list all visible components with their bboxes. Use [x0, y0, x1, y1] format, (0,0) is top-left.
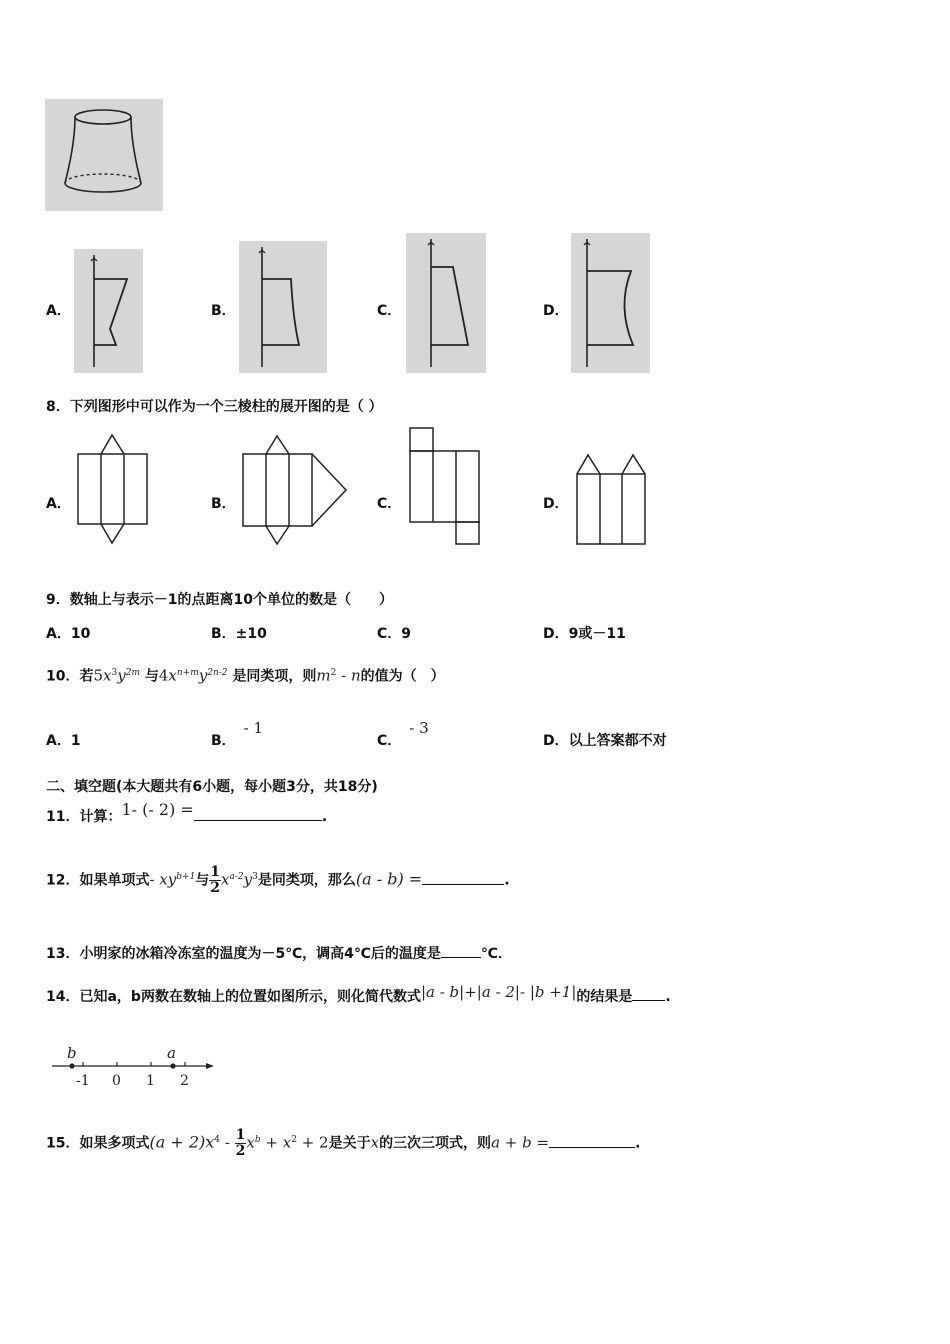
- q14-suffix: 的结果是: [576, 989, 633, 1005]
- q10-conj: 与: [144, 668, 159, 685]
- q10-option-a[interactable]: [46, 730, 81, 750]
- point-b: [69, 1063, 74, 1068]
- q9-stem: 9．数轴上与表示－1的点距离10个单位的数是（ ）: [46, 592, 393, 608]
- option-text: 9: [401, 626, 412, 642]
- numberline-tick-label: 2: [180, 1073, 189, 1089]
- fraction-denominator: 2: [210, 880, 221, 897]
- option-text: 10: [70, 626, 91, 642]
- q10-expr-m: m: [316, 666, 331, 685]
- section-heading: 二、填空题(本大题共有6小题，每小题3分，共18分): [46, 779, 378, 795]
- q14-prefix: 14．已知a，b两数在数轴上的位置如图所示，则化简代数式: [46, 989, 421, 1005]
- q15-part4: + 2: [296, 1133, 329, 1152]
- q7-option-a-letter[interactable]: A．: [46, 303, 71, 319]
- q12-expr: (a - b) =: [355, 869, 423, 889]
- option-text: 以上答案都不对: [568, 733, 667, 749]
- q9-option-c[interactable]: [377, 623, 411, 643]
- q10-term1-xexp: 3: [111, 668, 118, 678]
- q7-option-a-image[interactable]: [74, 249, 143, 373]
- q12-monomial1-exp: b+1: [176, 872, 196, 882]
- solid-figure-image: [45, 99, 163, 211]
- q12-monomial1: - xy: [149, 870, 177, 889]
- option-letter: A．: [46, 733, 71, 749]
- q7-option-b-letter[interactable]: B．: [211, 303, 236, 319]
- fraction-numerator: 1: [235, 1127, 246, 1144]
- option-letter: D．: [543, 733, 569, 749]
- q14-number-line: [48, 1040, 218, 1090]
- q10-term1-x: x: [103, 666, 112, 685]
- q15-part2: x: [246, 1133, 255, 1152]
- option-text: 9或－11: [568, 626, 626, 642]
- option-letter: A．: [46, 626, 71, 642]
- q15-part1: (a + 2)x: [149, 1132, 215, 1152]
- q8-option-d-letter[interactable]: D．: [543, 496, 569, 512]
- q8-option-b-net[interactable]: [239, 432, 351, 547]
- option-text: 1: [70, 733, 81, 749]
- q15-mid: 是关于: [328, 1135, 371, 1152]
- numberline-label-b: b: [67, 1044, 77, 1062]
- q12-suffix: .: [504, 872, 510, 889]
- option-text: - 3: [409, 719, 429, 737]
- q15-prefix: 15．如果多项式: [46, 1135, 150, 1152]
- q8-stem: 8．下列图形中可以作为一个三棱柱的展开图的是（ ）: [46, 399, 383, 415]
- option-text: - 1: [243, 719, 264, 737]
- q11-suffix: .: [321, 809, 328, 825]
- q8-option-a-letter[interactable]: A．: [46, 496, 71, 512]
- q11-expr: 1- (- 2) =: [121, 800, 194, 819]
- q15-minus: -: [220, 1133, 235, 1152]
- q10-term2-yexp: 2n-2: [207, 668, 228, 678]
- option-letter: B．: [211, 626, 236, 642]
- option-letter: D．: [543, 626, 569, 642]
- q11-prefix: 11．计算：: [46, 809, 122, 825]
- q11-answer-blank[interactable]: [194, 806, 322, 821]
- q12-m2-xexp: a-2: [229, 872, 244, 882]
- q9-option-d[interactable]: [543, 623, 626, 643]
- option-letter: B．: [211, 733, 236, 749]
- q11-stem: [46, 800, 328, 829]
- q15-part2-exp: b: [254, 1135, 261, 1145]
- q10-term1-y: y: [117, 666, 126, 685]
- q12-prefix: 12．如果单项式: [46, 872, 150, 889]
- q10-option-c[interactable]: [377, 719, 429, 750]
- q10-prefix: 10．若: [46, 668, 94, 685]
- q10-term2-coef: 4: [158, 666, 169, 685]
- q15-var: x: [370, 1133, 380, 1152]
- q7-option-c-image[interactable]: [406, 233, 486, 373]
- q10-stem: [46, 660, 445, 690]
- option-letter: C．: [377, 733, 402, 749]
- numberline-tick-label: -1: [76, 1073, 90, 1089]
- option-letter: C．: [377, 626, 402, 642]
- q13-stem: [46, 943, 512, 963]
- numberline-tick-label: 1: [146, 1073, 155, 1089]
- q10-expr-rest: - n: [336, 666, 361, 685]
- q9-option-b[interactable]: [211, 623, 267, 643]
- option-text: ±10: [235, 626, 267, 642]
- q15-answer-blank[interactable]: [549, 1133, 635, 1148]
- q13-unit: ℃．: [480, 946, 512, 962]
- q15-expr: a + b =: [491, 1133, 550, 1152]
- q12-stem: [46, 858, 510, 900]
- q12-m2-y: y: [243, 870, 253, 889]
- q10-term2-x: x: [168, 666, 177, 685]
- numberline-label-a: a: [167, 1044, 176, 1062]
- q7-option-d-image[interactable]: [571, 233, 650, 373]
- q13-answer-blank[interactable]: [441, 943, 481, 958]
- q7-option-c-letter[interactable]: C．: [377, 303, 402, 319]
- q9-option-a[interactable]: [46, 623, 90, 643]
- q8-option-c-net[interactable]: [406, 426, 484, 548]
- q15-stem: [46, 1120, 640, 1164]
- q14-answer-blank[interactable]: [632, 986, 665, 1001]
- q12-conj: 与: [195, 872, 210, 889]
- q10-option-d[interactable]: [543, 730, 667, 750]
- fraction-numerator: 1: [210, 864, 221, 881]
- q8-option-a-net[interactable]: [74, 432, 152, 547]
- q8-option-b-letter[interactable]: B．: [211, 496, 236, 512]
- q14-end: .: [665, 989, 671, 1005]
- q7-option-d-letter[interactable]: D．: [543, 303, 569, 319]
- q10-option-b[interactable]: [211, 719, 264, 750]
- q15-fraction: [235, 1128, 247, 1159]
- q10-term2-xexp: n+m: [176, 668, 199, 678]
- q8-option-c-letter[interactable]: C．: [377, 496, 402, 512]
- q14-stem: [46, 982, 671, 1011]
- q12-answer-blank[interactable]: [422, 870, 504, 885]
- q10-term1-yexp: 2m: [125, 668, 140, 678]
- q12-fraction: [209, 865, 221, 896]
- q12-m2-x: x: [221, 870, 230, 889]
- q10-term1-coef: 5: [93, 666, 104, 685]
- numberline-tick-label: 0: [112, 1073, 121, 1089]
- q15-part3-exp: 2: [291, 1135, 297, 1145]
- q10-expr-mexp: 2: [330, 668, 337, 678]
- q8-option-d-net[interactable]: [573, 450, 651, 548]
- q13-text: 13．小明家的冰箱冷冻室的温度为－5℃，调高4℃后的温度是: [46, 946, 441, 962]
- q12-m2-yexp: 3: [252, 872, 258, 882]
- q10-suffix: 的值为（ ）: [360, 668, 445, 685]
- q15-mid2: 的三次三项式，则: [379, 1135, 492, 1152]
- q15-suffix: .: [635, 1135, 641, 1152]
- q15-part3: + x: [260, 1133, 292, 1152]
- q14-expr: |a - b|+|a - 2|- |b +1|: [420, 983, 577, 1001]
- point-a: [170, 1063, 175, 1068]
- q10-mid: 是同类项，则: [232, 668, 317, 685]
- q12-mid: 是同类项，那么: [257, 872, 356, 889]
- q15-part1-exp: 4: [214, 1135, 221, 1145]
- fraction-denominator: 2: [235, 1143, 246, 1160]
- q7-option-b-image[interactable]: [239, 241, 327, 373]
- q10-term2-y: y: [198, 666, 208, 685]
